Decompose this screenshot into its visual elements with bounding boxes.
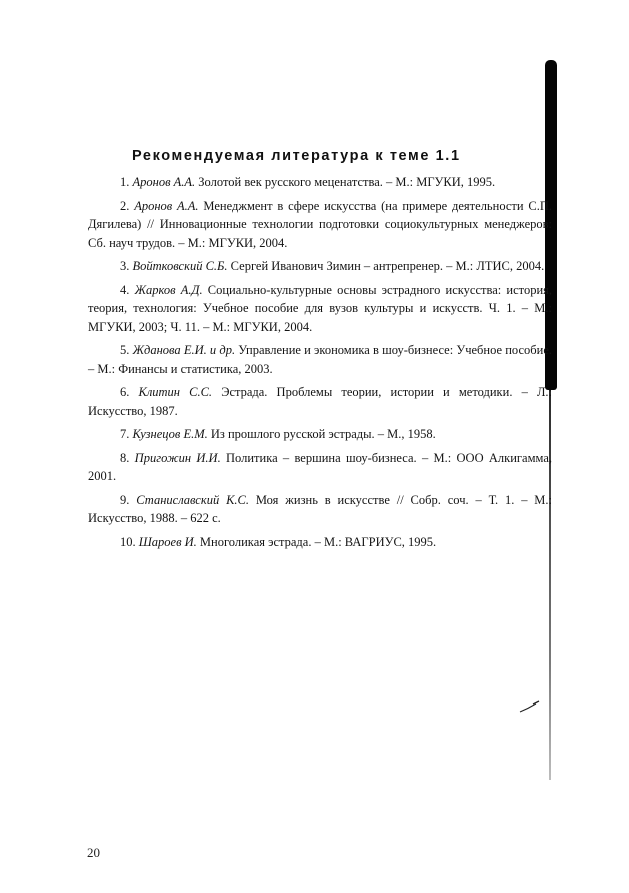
bibliography-entry xyxy=(88,257,552,276)
entry-author: Войтковский С.Б. xyxy=(132,259,228,273)
section-heading: Рекомендуемая литература к теме 1.1 xyxy=(132,148,461,164)
entry-number: 9. xyxy=(120,492,130,507)
entry-number: 6. xyxy=(120,385,130,399)
entry-text: Многоликая эстрада. – М.: ВАГРИУС, 1995. xyxy=(199,534,437,549)
entry-text: Политика – вершина шоу-бизнеса. – М.: ООО Алкигамма, 2001. xyxy=(88,450,552,483)
bibliography-entry xyxy=(88,383,552,420)
entry-number: 1. xyxy=(120,175,130,189)
entry-author: Пригожин И.И. xyxy=(134,450,221,465)
bibliography-entry xyxy=(88,491,552,528)
bibliography-entry xyxy=(88,281,552,337)
page-number: 20 xyxy=(87,845,100,860)
entry-number: 4. xyxy=(120,282,130,297)
entry-author: Жарков А.Д. xyxy=(134,282,203,297)
entry-text: Управление и экономика в шоу-бизнесе: Учебное пособие. – М.: Финансы и статистика, 2003. xyxy=(88,343,553,376)
entry-text: Золотой век русского меценатства. – М.: МГУКИ, 1995. xyxy=(198,175,496,189)
bibliography-entry xyxy=(88,173,552,192)
pen-mark xyxy=(519,700,541,714)
entry-number: 3. xyxy=(120,259,130,273)
entry-author: Станиславский К.С. xyxy=(136,492,249,507)
entry-text: Сергей Иванович Зимин – антрепренер. – М.: ЛТИС, 2004. xyxy=(230,259,545,273)
entry-text: Моя жизнь в искусстве // Собр. соч. – Т. 1. – М.: Искусство, 1988. – 622 с. xyxy=(88,492,553,525)
entry-author: Аронов А.А. xyxy=(134,198,199,213)
entry-number: 2. xyxy=(120,198,130,213)
entry-text: Социально-культурные основы эстрадного искусства: история, теория, технология: Учебное пособие для вузов культуры и искусств. Ч. 1. – М.: МГУКИ, 2003; Ч. 11. – М.: МГУКИ, 2004. xyxy=(88,282,553,334)
entry-author: Жданова Е.И. и др. xyxy=(132,343,236,357)
bibliography-entry xyxy=(88,425,552,444)
bibliography-entry xyxy=(88,533,552,552)
entry-number: 10. xyxy=(120,534,136,549)
entry-text: Из прошлого русской эстрады. – М., 1958. xyxy=(210,427,436,441)
entry-author: Шароев И. xyxy=(138,534,197,549)
entry-text: Эстрада. Проблемы теории, истории и методики. – Л.: Искусство, 1987. xyxy=(88,385,553,418)
entry-text: Менеджмент в сфере искусства (на примере деятельности С.П. Дягилева) // Инновационные технологии подготовки социокультурных менеджеров: Сб. науч трудов. – М.: МГУКИ, 2004. xyxy=(88,198,553,250)
entry-number: 5. xyxy=(120,343,130,357)
entry-number: 8. xyxy=(120,450,130,465)
entry-author: Аронов А.А. xyxy=(132,175,196,189)
entry-author: Клитин С.С. xyxy=(138,385,213,399)
bibliography-list xyxy=(88,173,552,556)
bibliography-entry xyxy=(88,341,552,378)
entry-author: Кузнецов Е.М. xyxy=(132,427,208,441)
bibliography-entry xyxy=(88,197,552,253)
entry-number: 7. xyxy=(120,427,130,441)
bibliography-entry xyxy=(88,449,552,486)
